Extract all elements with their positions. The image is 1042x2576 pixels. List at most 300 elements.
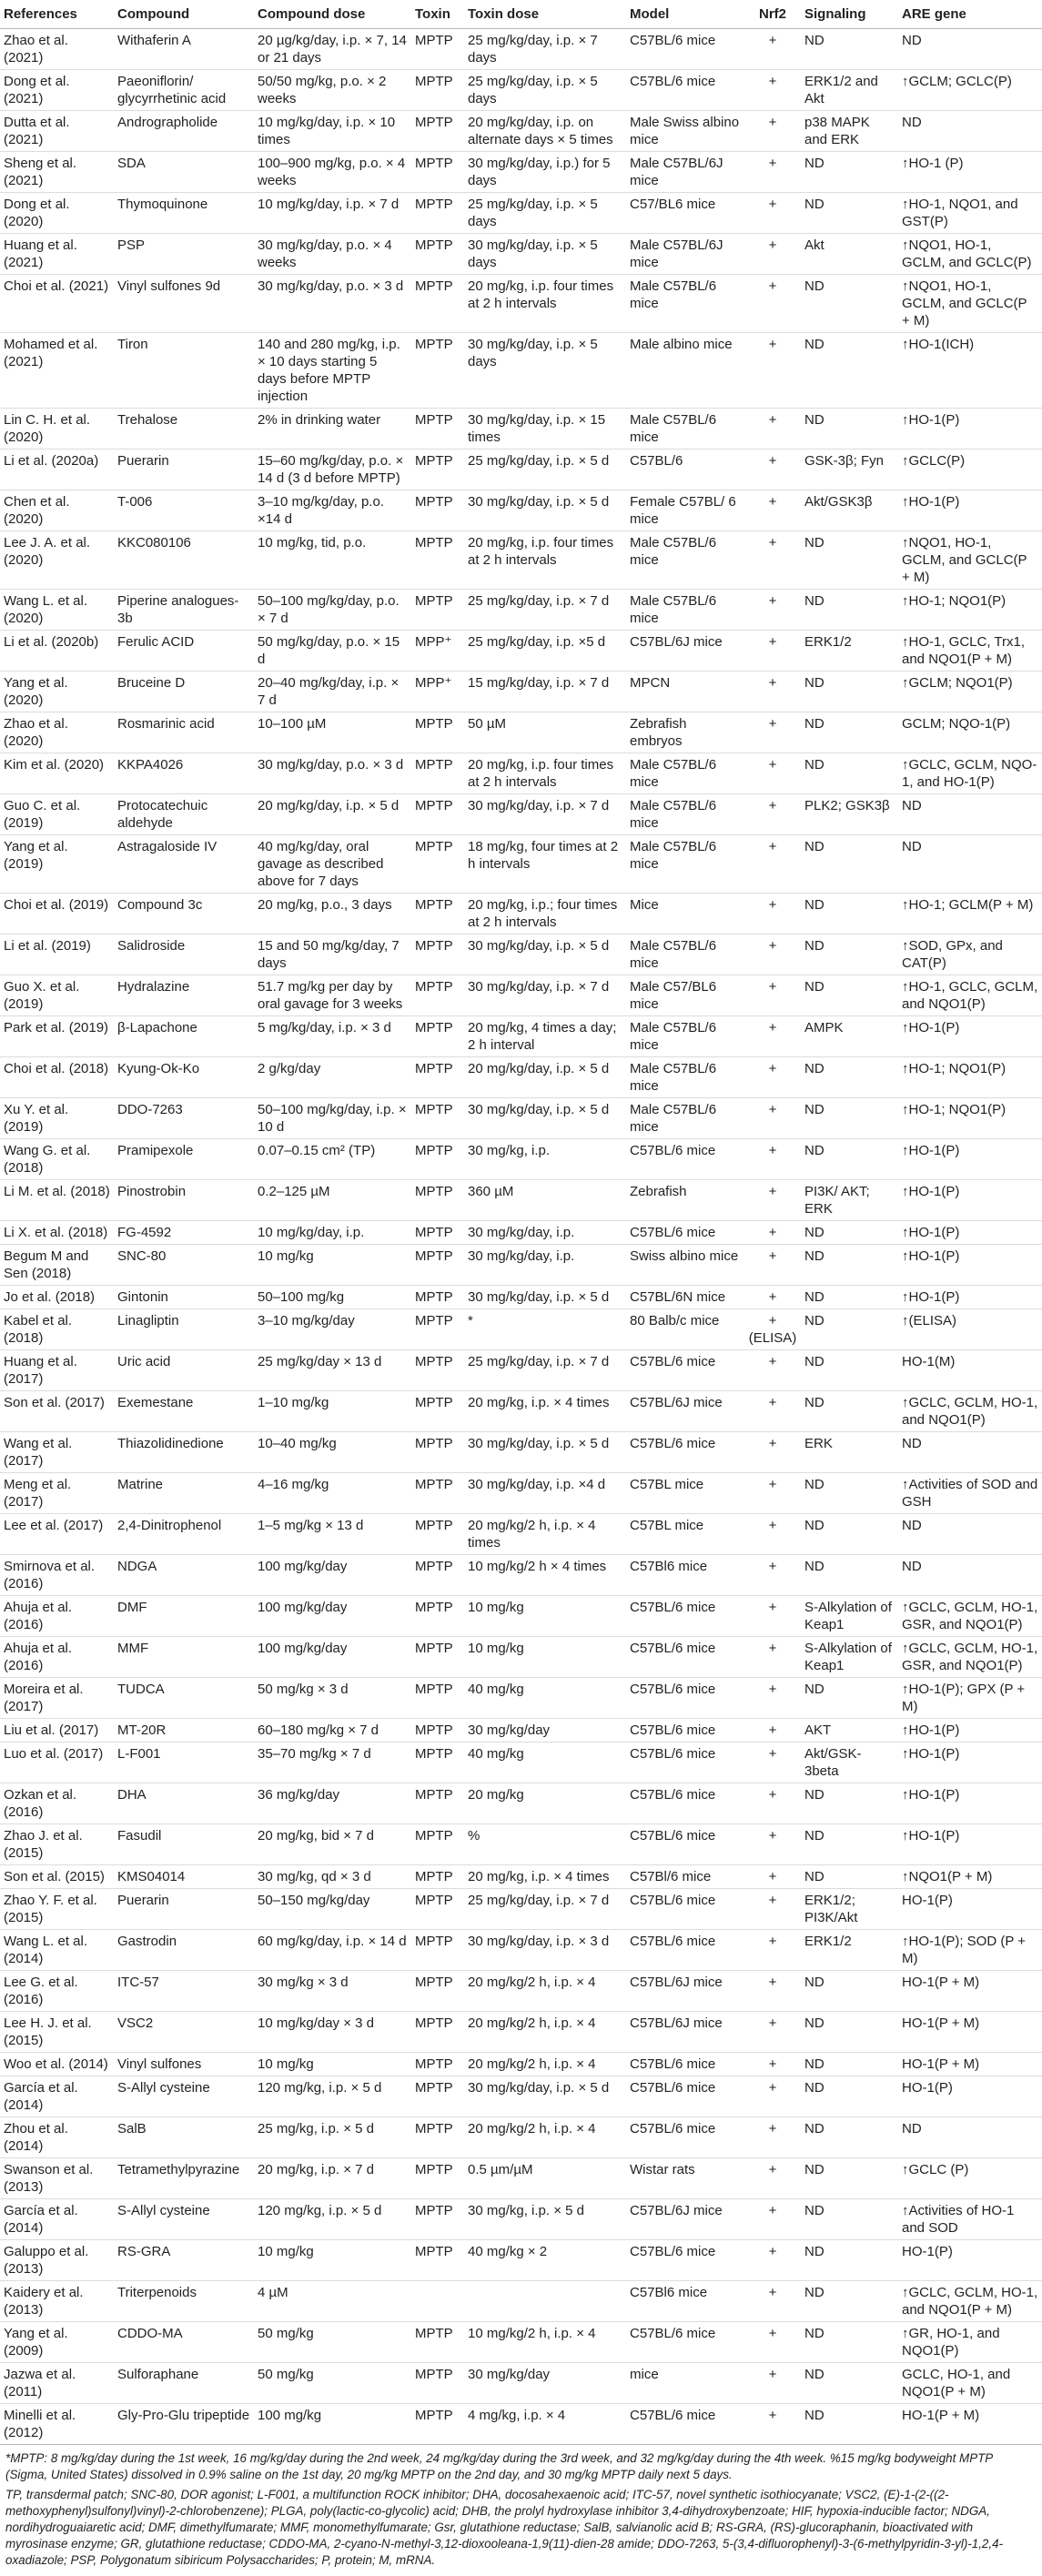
signaling-cell: ND xyxy=(801,29,898,70)
toxin-dose-cell: 25 mg/kg/day, i.p. ×5 d xyxy=(464,631,626,672)
reference-cell: Swanson et al. (2013) xyxy=(0,2158,114,2199)
toxin-cell: MPTP xyxy=(411,2240,464,2281)
nrf2-cell: + xyxy=(744,2404,801,2445)
reference-cell: Woo et al. (2014) xyxy=(0,2053,114,2076)
compound-cell: VSC2 xyxy=(114,2012,254,2053)
model-cell: MPCN xyxy=(626,672,744,712)
compound-dose-cell: 10–100 µM xyxy=(254,712,411,753)
toxin-cell: MPTP xyxy=(411,531,464,590)
table-row xyxy=(0,531,1042,590)
reference-cell: Mohamed et al. (2021) xyxy=(0,333,114,409)
toxin-dose-cell: 10 mg/kg/2 h, i.p. × 4 xyxy=(464,2322,626,2363)
toxin-dose-cell: 25 mg/kg/day, i.p. × 5 d xyxy=(464,450,626,490)
toxin-cell: MPTP xyxy=(411,1596,464,1637)
toxin-cell: MPTP xyxy=(411,753,464,794)
signaling-cell: ND xyxy=(801,1139,898,1180)
nrf2-cell: + xyxy=(744,1221,801,1245)
model-cell: C57BL/6 mice xyxy=(626,70,744,111)
compound-cell: Withaferin A xyxy=(114,29,254,70)
toxin-cell: MPTP xyxy=(411,1286,464,1309)
toxin-dose-cell: 50 µM xyxy=(464,712,626,753)
are-gene-cell: ↑GCLM; NQO1(P) xyxy=(898,672,1042,712)
compound-cell: SDA xyxy=(114,152,254,193)
compound-cell: Hydralazine xyxy=(114,975,254,1016)
toxin-cell: MPTP xyxy=(411,2053,464,2076)
compound-dose-cell: 10 mg/kg xyxy=(254,2240,411,2281)
toxin-cell: MPTP xyxy=(411,2117,464,2158)
toxin-cell: MPTP xyxy=(411,894,464,934)
are-gene-cell: HO-1(P + M) xyxy=(898,2012,1042,2053)
table-row xyxy=(0,2281,1042,2322)
toxin-dose-cell: 25 mg/kg/day, i.p. × 7 days xyxy=(464,29,626,70)
signaling-cell: ND xyxy=(801,2199,898,2240)
nrf2-cell: + xyxy=(744,531,801,590)
model-cell: Male C57/BL6 mice xyxy=(626,975,744,1016)
toxin-dose-cell: 20 mg/kg/2 h, i.p. × 4 xyxy=(464,2012,626,2053)
toxin-cell: MPP⁺ xyxy=(411,631,464,672)
compound-cell: DHA xyxy=(114,1783,254,1824)
signaling-cell: ND xyxy=(801,1783,898,1824)
signaling-cell: ND xyxy=(801,193,898,234)
model-cell: C57BL/6 mice xyxy=(626,1678,744,1719)
signaling-cell: ND xyxy=(801,2281,898,2322)
table-row xyxy=(0,894,1042,934)
compound-dose-cell: 10 mg/kg xyxy=(254,2053,411,2076)
toxin-cell: MPTP xyxy=(411,1824,464,1865)
are-gene-cell: HO-1(M) xyxy=(898,1350,1042,1391)
model-cell: C57BL/6 mice xyxy=(626,1432,744,1473)
compound-dose-cell: 15–60 mg/kg/day, p.o. × 14 d (3 d before MPTP) xyxy=(254,450,411,490)
toxin-dose-cell: 360 µM xyxy=(464,1180,626,1221)
signaling-cell: ND xyxy=(801,2053,898,2076)
model-cell: C57BL/6 mice xyxy=(626,2404,744,2445)
header-model: Model xyxy=(626,0,744,29)
nrf2-cell: + xyxy=(744,275,801,333)
are-gene-cell: ↑HO-1(P) xyxy=(898,1016,1042,1057)
model-cell: C57BL/6 mice xyxy=(626,2117,744,2158)
toxin-dose-cell: 20 mg/kg/2 h, i.p. × 4 xyxy=(464,1971,626,2012)
table-row xyxy=(0,490,1042,531)
are-gene-cell: ↑NQO1, HO-1, GCLM, and GCLC(P + M) xyxy=(898,275,1042,333)
toxin-cell: MPTP xyxy=(411,2404,464,2445)
compound-dose-cell: 3–10 mg/kg/day xyxy=(254,1309,411,1350)
toxin-cell: MPTP xyxy=(411,1678,464,1719)
table-row xyxy=(0,2199,1042,2240)
reference-cell: Dong et al. (2021) xyxy=(0,70,114,111)
nrf2-cell: + xyxy=(744,672,801,712)
compound-cell: Salidroside xyxy=(114,934,254,975)
signaling-cell: ND xyxy=(801,712,898,753)
nrf2-cell: + xyxy=(744,1783,801,1824)
table-row xyxy=(0,2240,1042,2281)
reference-cell: Dutta et al. (2021) xyxy=(0,111,114,152)
table-row xyxy=(0,234,1042,275)
compound-cell: Pramipexole xyxy=(114,1139,254,1180)
reference-cell: Smirnova et al. (2016) xyxy=(0,1555,114,1596)
are-gene-cell: ↑HO-1(ICH) xyxy=(898,333,1042,409)
signaling-cell: ND xyxy=(801,2158,898,2199)
compound-dose-cell: 0.2–125 µM xyxy=(254,1180,411,1221)
compound-dose-cell: 10 mg/kg/day, i.p. × 10 times xyxy=(254,111,411,152)
compound-cell: Vinyl sulfones 9d xyxy=(114,275,254,333)
are-gene-cell: ↑Activities of SOD and GSH xyxy=(898,1473,1042,1514)
nrf2-cell: + xyxy=(744,111,801,152)
signaling-cell: ND xyxy=(801,152,898,193)
toxin-dose-cell: 20 mg/kg, i.p. × 4 times xyxy=(464,1865,626,1889)
toxin-cell: MPTP xyxy=(411,1139,464,1180)
table-row xyxy=(0,1637,1042,1678)
signaling-cell: ND xyxy=(801,2363,898,2404)
nrf2-cell: + xyxy=(744,2363,801,2404)
nrf2-cell: + xyxy=(744,794,801,835)
model-cell: Zebrafish xyxy=(626,1180,744,1221)
reference-cell: Guo C. et al. (2019) xyxy=(0,794,114,835)
compound-dose-cell: 60 mg/kg/day, i.p. × 14 d xyxy=(254,1930,411,1971)
toxin-cell: MPTP xyxy=(411,333,464,409)
compound-cell: Astragaloside IV xyxy=(114,835,254,894)
compound-dose-cell: 20 mg/kg/day, i.p. × 5 d xyxy=(254,794,411,835)
toxin-dose-cell: 25 mg/kg/day, i.p. × 5 days xyxy=(464,70,626,111)
reference-cell: Kaidery et al. (2013) xyxy=(0,2281,114,2322)
toxin-dose-cell: 30 mg/kg/day, i.p. × 15 times xyxy=(464,409,626,450)
compound-dose-cell: 25 mg/kg, i.p. × 5 d xyxy=(254,2117,411,2158)
compound-cell: FG-4592 xyxy=(114,1221,254,1245)
model-cell: C57BL/6 mice xyxy=(626,1139,744,1180)
toxin-dose-cell: 30 mg/kg/day, i.p. × 5 d xyxy=(464,1286,626,1309)
compound-dose-cell: 50–100 mg/kg/day, i.p. × 10 d xyxy=(254,1098,411,1139)
reference-cell: Son et al. (2017) xyxy=(0,1391,114,1432)
reference-cell: Lee J. A. et al. (2020) xyxy=(0,531,114,590)
toxin-dose-cell xyxy=(464,2281,626,2322)
compound-dose-cell: 50–100 mg/kg/day, p.o. × 7 d xyxy=(254,590,411,631)
compound-cell: Matrine xyxy=(114,1473,254,1514)
compound-cell: Protocatechuic aldehyde xyxy=(114,794,254,835)
compound-dose-cell: 30 mg/kg/day, p.o. × 3 d xyxy=(254,275,411,333)
toxin-dose-cell: 30 mg/kg/day xyxy=(464,1719,626,1743)
are-gene-cell: ↑NQO1, HO-1, GCLM, and GCLC(P) xyxy=(898,234,1042,275)
compound-dose-cell: 20 µg/kg/day, i.p. × 7, 14 or 21 days xyxy=(254,29,411,70)
are-gene-cell: ND xyxy=(898,1514,1042,1555)
reference-cell: Zhao et al. (2021) xyxy=(0,29,114,70)
reference-cell: Choi et al. (2021) xyxy=(0,275,114,333)
signaling-cell: ND xyxy=(801,1824,898,1865)
are-gene-cell: ↑Activities of HO-1 and SOD xyxy=(898,2199,1042,2240)
toxin-cell: MPTP xyxy=(411,1221,464,1245)
table-body xyxy=(0,29,1042,2445)
compound-cell: Gastrodin xyxy=(114,1930,254,1971)
nrf2-cell: + xyxy=(744,1865,801,1889)
signaling-cell: ND xyxy=(801,2012,898,2053)
toxin-cell: MPTP xyxy=(411,2076,464,2117)
model-cell: C57BL/6J mice xyxy=(626,1391,744,1432)
signaling-cell: ND xyxy=(801,1555,898,1596)
toxin-cell: MPTP xyxy=(411,1514,464,1555)
are-gene-cell: ↑HO-1 (P) xyxy=(898,152,1042,193)
are-gene-cell: GCLC, HO-1, and NQO1(P + M) xyxy=(898,2363,1042,2404)
table-row xyxy=(0,1016,1042,1057)
are-gene-cell: ↑HO-1(P) xyxy=(898,1221,1042,1245)
signaling-cell: p38 MAPK and ERK xyxy=(801,111,898,152)
reference-cell: Yang et al. (2009) xyxy=(0,2322,114,2363)
are-gene-cell: ↑HO-1(P); GPX (P + M) xyxy=(898,1678,1042,1719)
reference-cell: Ozkan et al. (2016) xyxy=(0,1783,114,1824)
toxin-cell: MPTP xyxy=(411,934,464,975)
signaling-cell: ND xyxy=(801,1221,898,1245)
nrf2-cell: + xyxy=(744,2199,801,2240)
header-are-gene: ARE gene xyxy=(898,0,1042,29)
signaling-cell: ND xyxy=(801,835,898,894)
table-row xyxy=(0,1473,1042,1514)
nrf2-cell: + xyxy=(744,975,801,1016)
toxin-dose-cell: 30 mg/kg/day, i.p. × 7 d xyxy=(464,975,626,1016)
toxin-cell: MPTP xyxy=(411,2199,464,2240)
nrf2-cell: + xyxy=(744,1514,801,1555)
model-cell: C57/BL6 mice xyxy=(626,193,744,234)
header-nrf2: Nrf2 xyxy=(744,0,801,29)
are-gene-cell: ↑GR, HO-1, and NQO1(P) xyxy=(898,2322,1042,2363)
nrf2-cell: + xyxy=(744,1180,801,1221)
model-cell: Male C57BL/6 mice xyxy=(626,275,744,333)
signaling-cell: ND xyxy=(801,1473,898,1514)
table-row xyxy=(0,2012,1042,2053)
signaling-cell: S-Alkylation of Keap1 xyxy=(801,1637,898,1678)
model-cell: C57BL/6J mice xyxy=(626,2012,744,2053)
signaling-cell: ND xyxy=(801,409,898,450)
signaling-cell: ERK1/2 xyxy=(801,1930,898,1971)
model-cell: Mice xyxy=(626,894,744,934)
nrf2-cell: + xyxy=(744,152,801,193)
toxin-dose-cell: 20 mg/kg/2 h, i.p. × 4 xyxy=(464,2053,626,2076)
table-row xyxy=(0,275,1042,333)
compound-cell: Trehalose xyxy=(114,409,254,450)
nrf2-cell: + xyxy=(744,894,801,934)
are-gene-cell: HO-1(P + M) xyxy=(898,1971,1042,2012)
table-row xyxy=(0,2322,1042,2363)
are-gene-cell: HO-1(P) xyxy=(898,2076,1042,2117)
nrf2-cell: + xyxy=(744,1473,801,1514)
model-cell: Male C57BL/6 mice xyxy=(626,934,744,975)
compound-cell: Puerarin xyxy=(114,450,254,490)
signaling-cell: Akt/GSK3β xyxy=(801,490,898,531)
compound-dose-cell: 50–150 mg/kg/day xyxy=(254,1889,411,1930)
nrf2-cell: + xyxy=(744,2240,801,2281)
compound-cell: Piperine analogues-3b xyxy=(114,590,254,631)
reference-cell: Jo et al. (2018) xyxy=(0,1286,114,1309)
model-cell: C57BL/6 mice xyxy=(626,1350,744,1391)
reference-cell: Minelli et al. (2012) xyxy=(0,2404,114,2445)
are-gene-cell: ↑GCLC(P) xyxy=(898,450,1042,490)
model-cell: 80 Balb/c mice xyxy=(626,1309,744,1350)
reference-cell: García et al. (2014) xyxy=(0,2199,114,2240)
model-cell: Male C57BL/6 mice xyxy=(626,590,744,631)
table-row xyxy=(0,1057,1042,1098)
compound-dose-cell: 50/50 mg/kg, p.o. × 2 weeks xyxy=(254,70,411,111)
nrf2-cell: + xyxy=(744,1098,801,1139)
model-cell: Male C57BL/6 mice xyxy=(626,794,744,835)
compound-cell: RS-GRA xyxy=(114,2240,254,2281)
toxin-dose-cell: 30 mg/kg/day, i.p. × 5 d xyxy=(464,2076,626,2117)
model-cell: C57BL/6J mice xyxy=(626,1971,744,2012)
compound-dose-cell: 2 g/kg/day xyxy=(254,1057,411,1098)
compound-cell: Vinyl sulfones xyxy=(114,2053,254,2076)
toxin-dose-cell: 20 mg/kg/2 h, i.p. × 4 times xyxy=(464,1514,626,1555)
table-row xyxy=(0,450,1042,490)
signaling-cell: ND xyxy=(801,2404,898,2445)
toxin-cell: MPTP xyxy=(411,1245,464,1286)
model-cell: C57BL/6J mice xyxy=(626,2199,744,2240)
toxin-cell: MPTP xyxy=(411,1930,464,1971)
compound-cell: T-006 xyxy=(114,490,254,531)
compound-dose-cell: 120 mg/kg, i.p. × 5 d xyxy=(254,2199,411,2240)
compound-dose-cell: 50 mg/kg xyxy=(254,2363,411,2404)
are-gene-cell: ↑HO-1(P) xyxy=(898,1743,1042,1783)
compound-cell: MT-20R xyxy=(114,1719,254,1743)
nrf2-cell: + xyxy=(744,490,801,531)
signaling-cell: AMPK xyxy=(801,1016,898,1057)
compound-dose-cell: 3–10 mg/kg/day, p.o. ×14 d xyxy=(254,490,411,531)
toxin-cell: MPP⁺ xyxy=(411,672,464,712)
compound-cell: TUDCA xyxy=(114,1678,254,1719)
compound-dose-cell: 30 mg/kg × 3 d xyxy=(254,1971,411,2012)
signaling-cell: ERK1/2 xyxy=(801,631,898,672)
model-cell: Male C57BL/6J mice xyxy=(626,234,744,275)
toxin-cell: MPTP xyxy=(411,1473,464,1514)
toxin-cell: MPTP xyxy=(411,490,464,531)
nrf2-cell: + xyxy=(744,1824,801,1865)
signaling-cell: ND xyxy=(801,753,898,794)
model-cell: C57BL/6 mice xyxy=(626,1889,744,1930)
compound-dose-cell: 60–180 mg/kg × 7 d xyxy=(254,1719,411,1743)
toxin-dose-cell: 18 mg/kg, four times at 2 h intervals xyxy=(464,835,626,894)
compound-dose-cell: 10 mg/kg/day, i.p. xyxy=(254,1221,411,1245)
compound-cell: ITC-57 xyxy=(114,1971,254,2012)
compound-dose-cell: 50 mg/kg × 3 d xyxy=(254,1678,411,1719)
compound-dose-cell: 4 µM xyxy=(254,2281,411,2322)
toxin-cell: MPTP xyxy=(411,450,464,490)
table-row xyxy=(0,29,1042,70)
reference-cell: Choi et al. (2018) xyxy=(0,1057,114,1098)
signaling-cell: ND xyxy=(801,1350,898,1391)
are-gene-cell: ND xyxy=(898,2117,1042,2158)
model-cell: C57BL/6 mice xyxy=(626,1930,744,1971)
compound-cell: S-Allyl cysteine xyxy=(114,2199,254,2240)
compound-dose-cell: 4–16 mg/kg xyxy=(254,1473,411,1514)
table-row xyxy=(0,1783,1042,1824)
nrf2-cell: + xyxy=(744,1719,801,1743)
reference-cell: Meng et al. (2017) xyxy=(0,1473,114,1514)
table-row xyxy=(0,590,1042,631)
signaling-cell: ND xyxy=(801,1245,898,1286)
signaling-cell: ND xyxy=(801,1286,898,1309)
toxin-dose-cell: 20 mg/kg/day, i.p. on alternate days × 5 times xyxy=(464,111,626,152)
nrf2-cell: + xyxy=(744,1286,801,1309)
are-gene-cell: ND xyxy=(898,29,1042,70)
header-compound: Compound xyxy=(114,0,254,29)
compound-cell: Fasudil xyxy=(114,1824,254,1865)
toxin-cell: MPTP xyxy=(411,1743,464,1783)
compound-dose-cell: 10 mg/kg/day, i.p. × 7 d xyxy=(254,193,411,234)
model-cell: C57Bl6 mice xyxy=(626,2281,744,2322)
toxin-cell: MPTP xyxy=(411,1098,464,1139)
table-row xyxy=(0,1865,1042,1889)
toxin-cell: MPTP xyxy=(411,193,464,234)
toxin-cell: MPTP xyxy=(411,1783,464,1824)
toxin-dose-cell: 30 mg/kg/day, i.p. xyxy=(464,1245,626,1286)
compound-dose-cell: 100 mg/kg/day xyxy=(254,1596,411,1637)
compound-dose-cell: 30 mg/kg/day, p.o. × 4 weeks xyxy=(254,234,411,275)
nrf2-cell: + xyxy=(744,631,801,672)
toxin-dose-cell: 20 mg/kg/2 h, i.p. × 4 xyxy=(464,2117,626,2158)
signaling-cell: ND xyxy=(801,531,898,590)
compound-cell: L-F001 xyxy=(114,1743,254,1783)
model-cell: Female C57BL/ 6 mice xyxy=(626,490,744,531)
compound-cell: Thiazolidinedione xyxy=(114,1432,254,1473)
toxin-cell: MPTP xyxy=(411,1865,464,1889)
signaling-cell: ND xyxy=(801,1309,898,1350)
reference-cell: Huang et al. (2021) xyxy=(0,234,114,275)
toxin-cell: MPTP xyxy=(411,1719,464,1743)
are-gene-cell: ↑HO-1(P) xyxy=(898,1245,1042,1286)
nrf2-cell: + xyxy=(744,1889,801,1930)
signaling-cell: ND xyxy=(801,1057,898,1098)
reference-cell: Zhao J. et al. (2015) xyxy=(0,1824,114,1865)
nrf2-cell: + xyxy=(744,2117,801,2158)
nrf2-cell: + xyxy=(744,1678,801,1719)
compound-dose-cell: 10 mg/kg xyxy=(254,1245,411,1286)
table-row xyxy=(0,712,1042,753)
nrf2-cell: + xyxy=(744,1930,801,1971)
model-cell: C57Bl6 mice xyxy=(626,1555,744,1596)
nrf2-cell: + xyxy=(744,409,801,450)
toxin-cell: MPTP xyxy=(411,2158,464,2199)
toxin-cell: MPTP xyxy=(411,1432,464,1473)
nrf2-cell: + xyxy=(744,1139,801,1180)
nrf2-cell: + xyxy=(744,2281,801,2322)
model-cell: Male Swiss albino mice xyxy=(626,111,744,152)
table-row xyxy=(0,2158,1042,2199)
table-row xyxy=(0,1432,1042,1473)
table-row xyxy=(0,1098,1042,1139)
table-row xyxy=(0,193,1042,234)
toxin-cell xyxy=(411,2281,464,2322)
nrf2-cell: + xyxy=(744,2012,801,2053)
toxin-dose-cell: 30 mg/kg/day, i.p. × 5 d xyxy=(464,490,626,531)
reference-cell: Zhou et al. (2014) xyxy=(0,2117,114,2158)
are-gene-cell: HO-1(P) xyxy=(898,1889,1042,1930)
table-row xyxy=(0,1555,1042,1596)
signaling-cell: ND xyxy=(801,934,898,975)
toxin-cell: MPTP xyxy=(411,1350,464,1391)
reference-cell: Guo X. et al. (2019) xyxy=(0,975,114,1016)
toxin-cell: MPTP xyxy=(411,590,464,631)
compound-dose-cell: 100 mg/kg/day xyxy=(254,1555,411,1596)
compound-cell: Triterpenoids xyxy=(114,2281,254,2322)
model-cell: C57BL/6 xyxy=(626,450,744,490)
compound-dose-cell: 5 mg/kg/day, i.p. × 3 d xyxy=(254,1016,411,1057)
reference-cell: Ahuja et al. (2016) xyxy=(0,1596,114,1637)
reference-cell: Zhao et al. (2020) xyxy=(0,712,114,753)
toxin-cell: MPTP xyxy=(411,152,464,193)
nrf2-cell: + xyxy=(744,1016,801,1057)
model-cell: Male C57BL/6J mice xyxy=(626,152,744,193)
are-gene-cell: ↑HO-1(P) xyxy=(898,1286,1042,1309)
reference-cell: Xu Y. et al. (2019) xyxy=(0,1098,114,1139)
model-cell: C57Bl/6 mice xyxy=(626,1865,744,1889)
table-row xyxy=(0,2117,1042,2158)
table-row xyxy=(0,934,1042,975)
nrf2-cell: + xyxy=(744,1596,801,1637)
compound-cell: Andrographolide xyxy=(114,111,254,152)
